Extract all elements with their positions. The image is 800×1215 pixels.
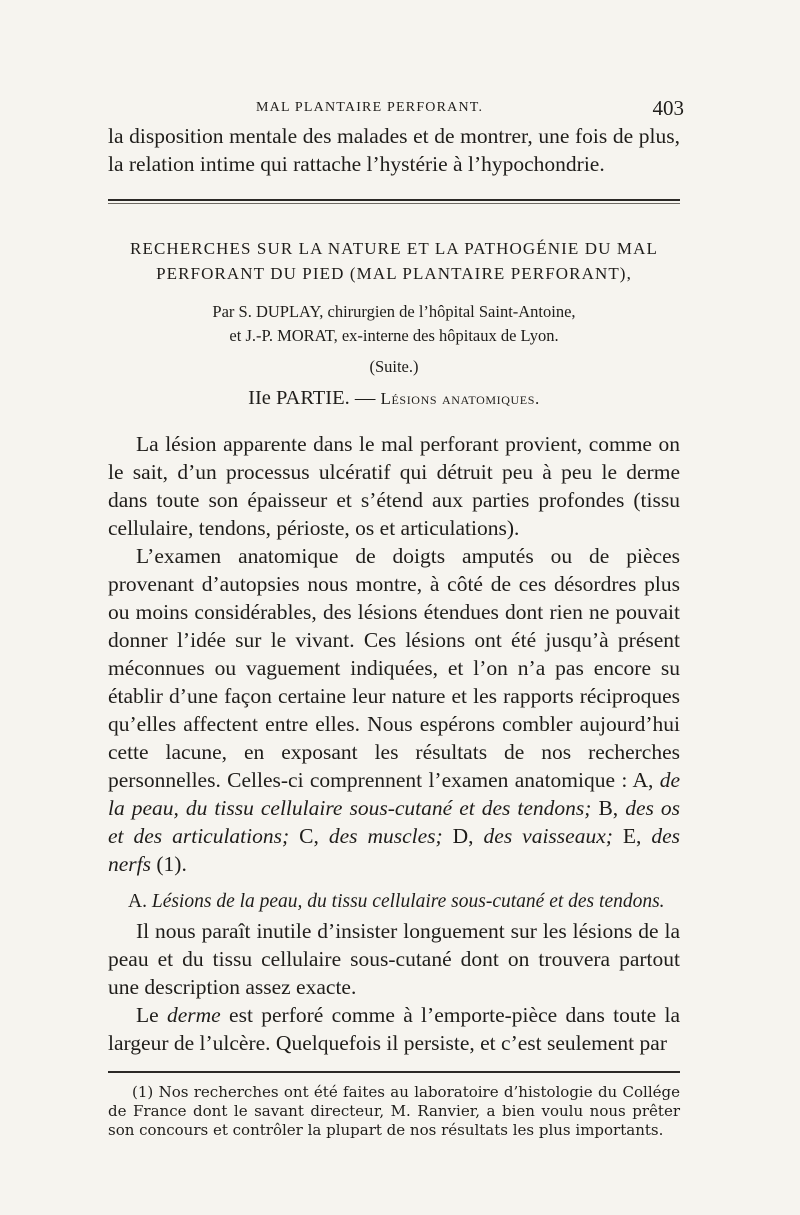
list-item-c: des muscles; — [328, 824, 443, 848]
list-item-b: des os et des articulations; — [108, 796, 680, 848]
section-divider-thick — [108, 199, 680, 201]
running-title: MAL PLANTAIRE PERFORANT. — [256, 100, 484, 115]
paragraph-peau: Il nous paraît inutile d’insister longuement sur les lésions de la peau et du tissu cellulaire sous-cutané dont on trouvera partout une description assez exacte. — [108, 919, 680, 999]
continuation-paragraph: la disposition mentale des malades et de montrer, une fois de plus, la relation intime qui rattache l’hystérie à l’hypochondrie. — [108, 124, 680, 176]
footnote-text: (1) Nos recherches ont été faites au laboratoire d’histologie du Collége de France dont le savant directeur, M. Ranvier, a bien voulu nous prêter son concours et contrôler la plupart de nos résultats les plus importants. — [108, 1083, 680, 1139]
paragraph-derme-start: Le — [136, 1003, 159, 1027]
footnote — [108, 1083, 680, 1140]
page-content — [108, 92, 684, 1140]
running-header — [108, 92, 684, 122]
section-a-heading — [108, 891, 680, 913]
list-label-d: D, — [452, 824, 474, 848]
section-a-letter: A. — [128, 891, 147, 912]
article-title-line-1: RECHERCHES SUR LA NATURE ET LA PATHOGÉNIE DU MAL — [130, 239, 658, 258]
paragraph-derme — [108, 1001, 680, 1057]
part-title: Lésions anatomiques. — [380, 389, 540, 408]
part-number: IIe PARTIE. — — [248, 387, 376, 409]
paragraph-examen — [108, 542, 680, 878]
list-label-a: A, — [632, 768, 654, 792]
list-item-d: des vaisseaux; — [483, 824, 613, 848]
list-label-c: C, — [299, 824, 319, 848]
suite-label: (Suite.) — [369, 357, 419, 376]
paragraph-derme-term: derme — [167, 1003, 221, 1027]
page-number: 403 — [652, 96, 684, 120]
article-title-line-2: PERFORANT DU PIED (MAL PLANTAIRE PERFORANT), — [156, 264, 632, 283]
footnote-reference: (1). — [156, 852, 187, 876]
list-item-e: des nerfs — [108, 824, 681, 876]
authors-block — [108, 300, 680, 348]
list-item-a: de la peau, du tissu cellulaire sous-cutané et des tendons; — [108, 768, 681, 820]
section-divider-thin — [108, 203, 680, 204]
list-label-b: B, — [598, 796, 619, 820]
section-a-title: Lésions de la peau, du tissu cellulaire sous-cutané et des tendons. — [151, 891, 665, 912]
author-morat: et J.-P. MORAT, ex-interne des hôpitaux de Lyon. — [229, 326, 559, 345]
article-title — [108, 236, 680, 286]
paragraph-derme-rest: est perforé comme à l’emporte-pièce dans toute la largeur de l’ulcère. Quelquefois il persiste, et c’est seulement par — [108, 1003, 680, 1055]
author-duplay: Par S. DUPLAY, chirurgien de l’hôpital Saint-Antoine, — [212, 302, 576, 321]
footnote-divider — [108, 1071, 680, 1073]
paragraph-intro: La lésion apparente dans le mal perforant provient, comme on le sait, d’un processus ulcératif qui détruit peu à peu le derme dans toute son épaisseur et s’étend aux parties profondes (tissu cellulaire, tendons, périoste, os et articulations). — [108, 432, 680, 540]
list-label-e: E, — [622, 824, 642, 848]
paragraph-examen-main: L’examen anatomique de doigts amputés ou de pièces provenant d’autopsies nous montre, à côté de ces désordres plus ou moins considérables, des lésions étendues dont rien ne pouvait donner l’idée sur le vivant. Ces lésions ont été jusqu’à présent méconnues ou vaguement indiquées, et l’on n’a pas encore su établir d’une façon certaine leur nature et les rapports réciproques qu’elles affectent entre elles. Nous espérons combler aujourd’hui cette lacune, en exposant les résultats de nos recherches personnelles. Celles-ci comprennent l’examen anatomique : — [108, 544, 680, 792]
part-heading — [108, 387, 680, 410]
